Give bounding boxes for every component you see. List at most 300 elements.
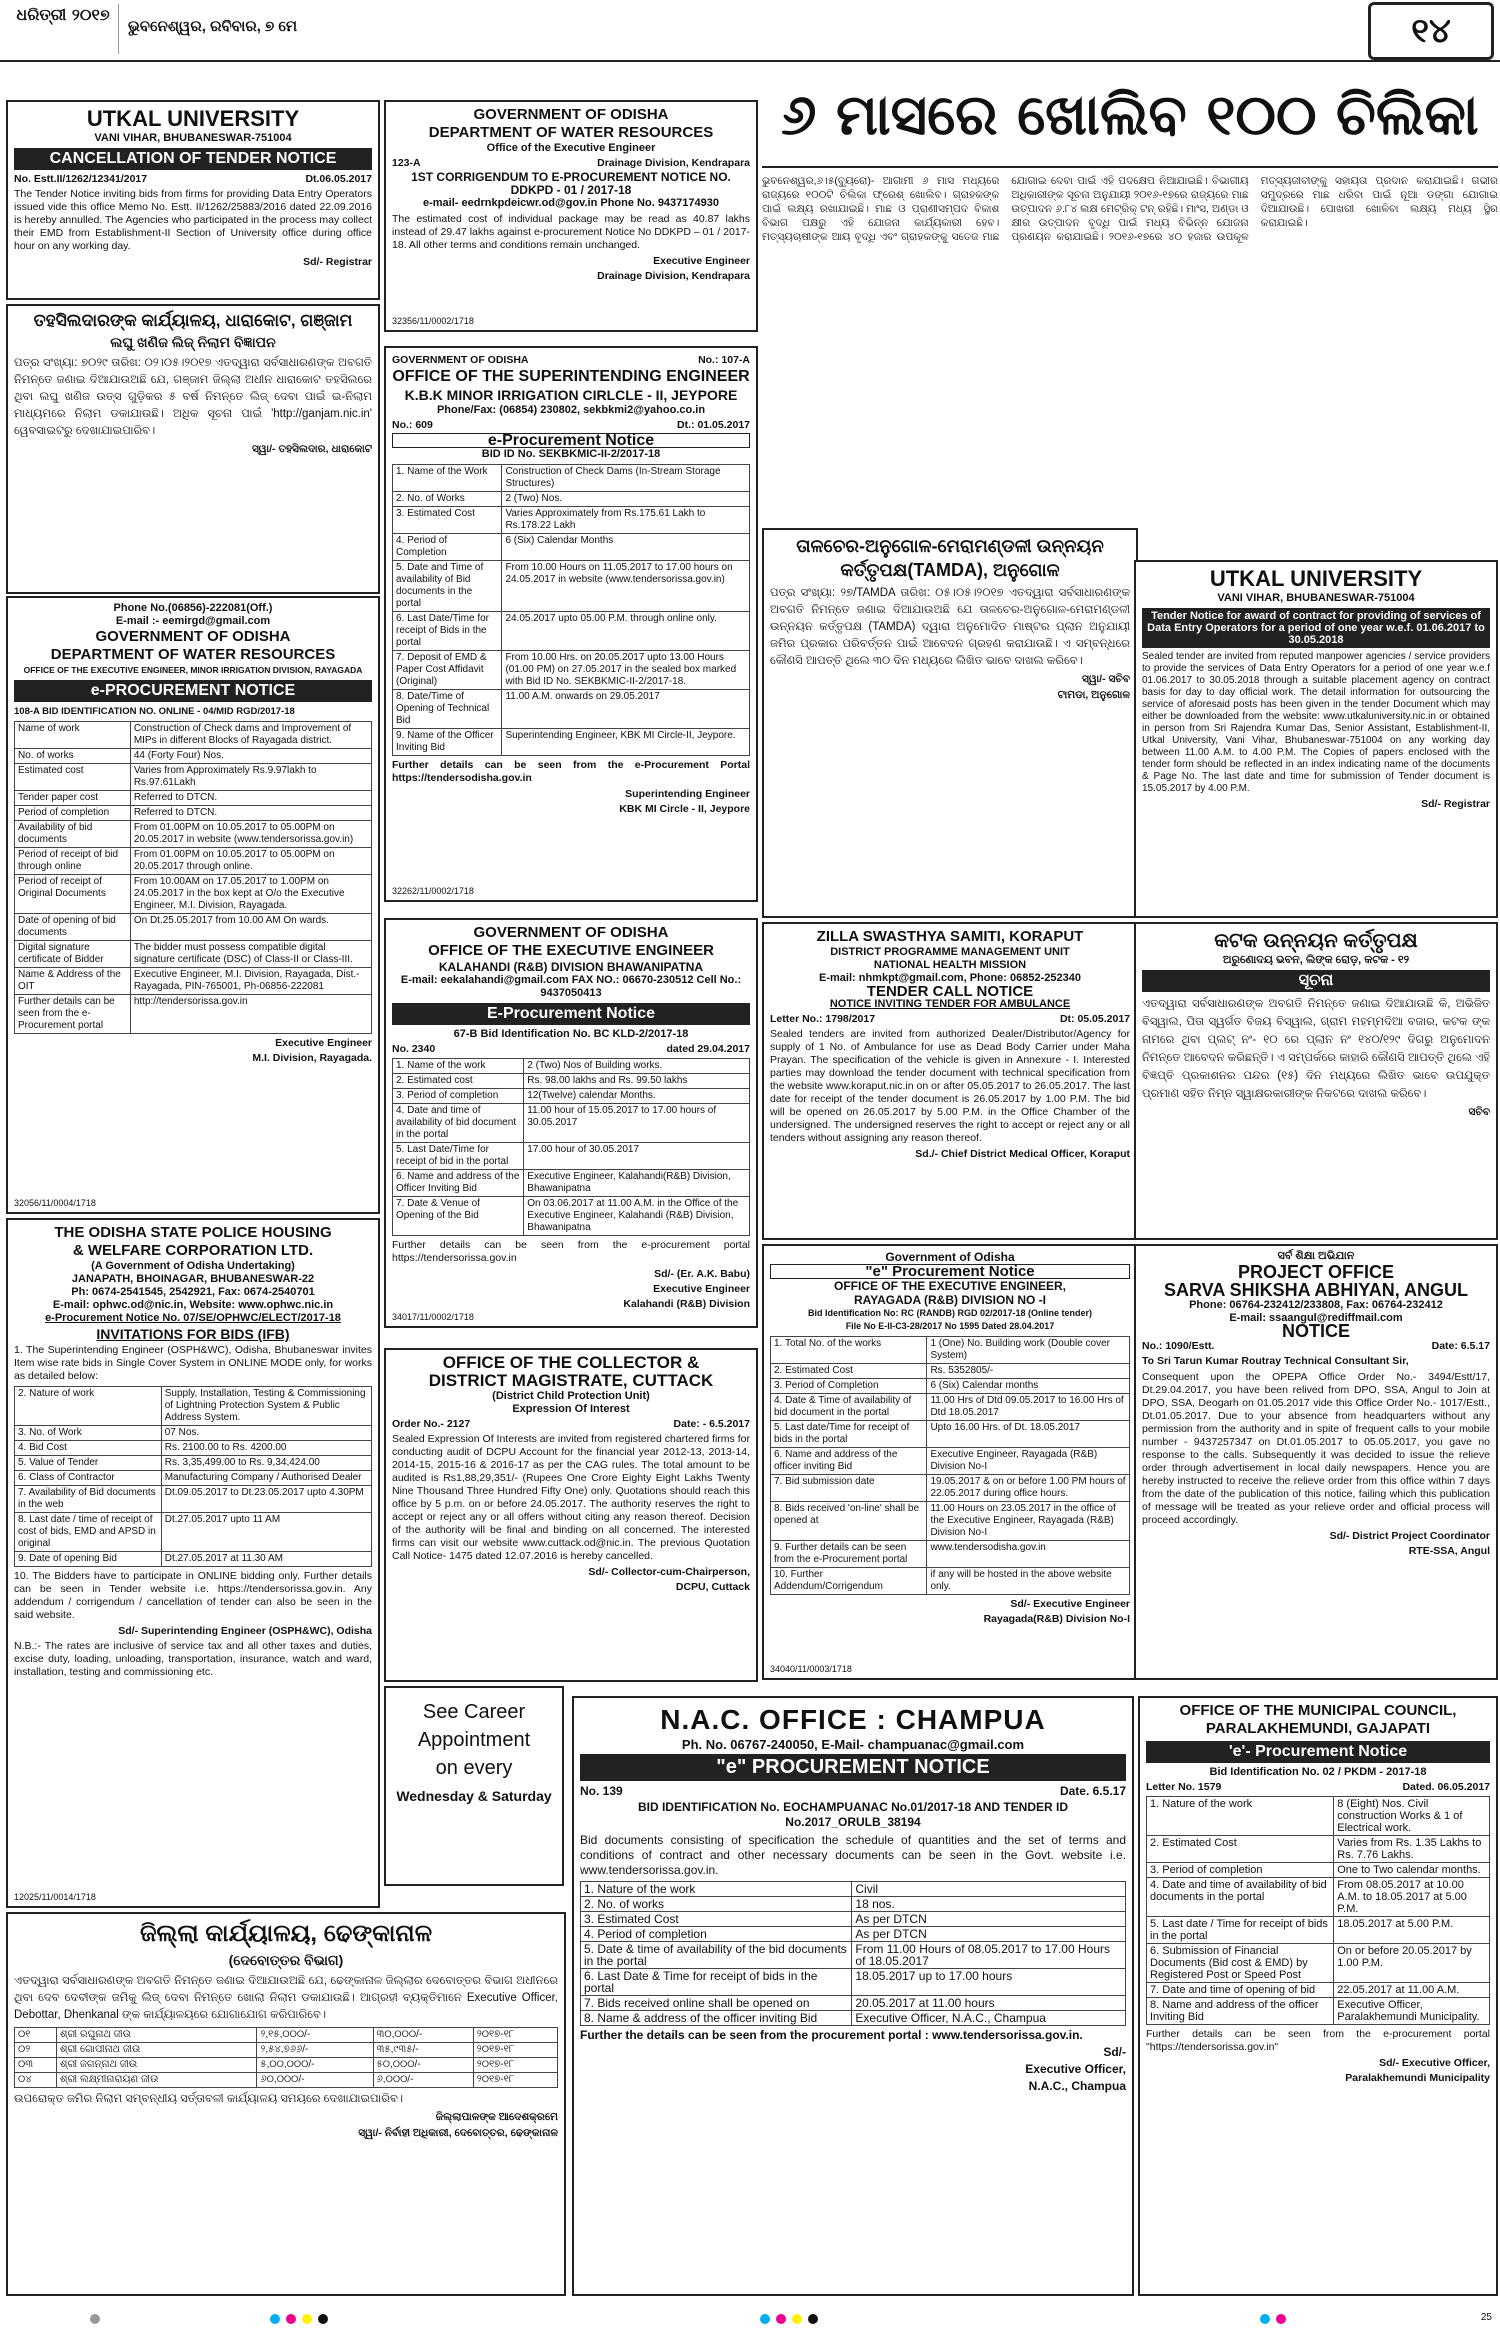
ad-title: GOVERNMENT OF ODISHA: [95, 628, 291, 645]
ad-body: ଏତଦ୍ୱାରା ସର୍ବସାଧାରଣଙ୍କ ଅବଗତି ନିମନ୍ତେ ଜଣାଇ ଦିଆଯାଉଛି କି, ଅଭିଜିତ ବିସ୍ୱାଲ, ପିତା ସ୍ୱର୍ଗତ ବିଜୟ ବିସ୍ୱାଲ, ଗ୍ରାମ ମହମ୍ମଦିଆ ବଜାର, କଟକ ଙ୍କ ନାମରେ ଥିବା ପ୍ଲଟ୍ ନଂ- ୧୦ ରେ ପ୍ଲାନ ନଂ ୧୪୦/୧୨୯ ଦିଗରୁ ଅନୁମୋଦନ ନିମନ୍ତେ ଆବେଦନ କରିଛନ୍ତି। ଏ ସମ୍ପର୍କରେ କାହାରି କୌଣସି ଆପତ୍ତି ଥିଲେ ଏହି ବିଜ୍ଞପ୍ତି ପ୍ରକାଶନର ପନ୍ଦର (୧୫) ଦିନ ମଧ୍ୟରେ ଲିଖିତ ଭାବେ ଉପଯୁକ୍ତ ପ୍ରମାଣ ସହିତ ନିମ୍ନ ସ୍ୱାକ୍ଷରକାରୀଙ୍କ ନିକଟରେ ଦାଖଲ କରିବେ।: [1142, 998, 1490, 1100]
ad-banner: 'e'- Procurement Notice: [1146, 1741, 1490, 1763]
table-cell: 7. Date & Venue of Opening of the Bid: [393, 1197, 524, 1236]
table-row: [15, 2043, 558, 2058]
table-cell: As per DTCN: [852, 1927, 1126, 1942]
ad-signature: ଜିଲ୍ଲାପାଳଙ୍କ ଆଦେଶକ୍ରମେ: [435, 2111, 558, 2123]
ad-signature: Sd/- Registrar: [1421, 798, 1490, 810]
ad-title-2: SARVA SHIKSHA ABHIYAN, ANGUL: [1163, 1280, 1469, 1300]
ad-ref: e-Procurement Notice No. 07/SE/OPHWC/ELECT/2017-18: [45, 1312, 341, 1324]
ad-ref-row: No.: 609 Dt.: 01.05.2017: [392, 419, 750, 431]
table-row: [15, 1471, 372, 1486]
table-row: [15, 941, 372, 968]
table-cell: ୦୩: [15, 2058, 57, 2073]
table-cell: ୨୦୧୭-୧୮: [473, 2058, 557, 2073]
table-cell: ୩୫,୯୩୫/-: [373, 2043, 473, 2058]
table-row: [771, 1364, 1130, 1379]
ad-ref-row: No. 139 Date. 6.5.17: [580, 1784, 1126, 1798]
table-cell: Availability of bid documents: [15, 821, 131, 848]
ad-police-housing: [6, 1218, 380, 1908]
table-cell: Superintending Engineer, KBK MI Circle-II, Jeypore.: [502, 729, 750, 756]
ad-title: OFFICE OF THE COLLECTOR &: [442, 1353, 700, 1372]
ad-phone: Phone No.(06856)-222081(Off.): [113, 602, 273, 614]
ad-intro: 1. The Superintending Engineer (OSPH&WC), Odisha, Bhubaneswar invites Item wise rate bids in Single Cover System in ONLINE MODE only, for works as detailed below:: [14, 1344, 372, 1382]
ad-office-2: RAYAGADA (R&B) DIVISION NO -I: [853, 1293, 1047, 1307]
ad-signature-office: Paralakhemundi Municipality: [1345, 2072, 1490, 2084]
table-cell: 07 Nos.: [161, 1426, 371, 1441]
ad-phone: Phone/Fax: (06854) 230802, sekbkmi2@yahoo.co.in: [436, 404, 706, 416]
ad-title: ଜିଲ୍ଲା କାର୍ଯ୍ୟାଳୟ, ଢେଙ୍କାନାଳ: [139, 1920, 433, 1947]
ad-signature: Sd/- District Project Coordinator: [1329, 1530, 1490, 1542]
table-cell: Digital signature certificate of Bidder: [15, 941, 131, 968]
table-cell: 6. Name and address of the Officer Inviting Bid: [393, 1170, 524, 1197]
table-row: [771, 1475, 1130, 1502]
table-cell: 1 (One) No. Building work (Double cover System): [927, 1337, 1130, 1364]
ad-office: OFFICE OF THE EXECUTIVE ENGINEER,: [833, 1279, 1067, 1293]
table-cell: 11.00 Hours on 23.05.2017 in the office of the Executive Engineer, Rayagada (R&B) Division No-I: [927, 1502, 1130, 1541]
table-row: [771, 1568, 1130, 1595]
table-row: [15, 722, 372, 749]
table-cell: http://tendersorissa.gov.in: [130, 995, 371, 1034]
registration-mark: [776, 2314, 786, 2324]
career-line-1: See Career: [422, 1701, 526, 1723]
table-cell: Period of receipt of Original Documents: [15, 875, 131, 914]
table-cell: 4. Bid Cost: [15, 1441, 162, 1456]
table-cell: Rs. 2100.00 to Rs. 4200.00: [161, 1441, 371, 1456]
newspaper-logo: ଧରିତ୍ରୀ ୨୦୧୭: [8, 4, 119, 54]
ad-code: 12025/11/0014/1718: [14, 1892, 96, 1902]
ad-title: GOVERNMENT OF ODISHA: [473, 106, 669, 123]
table-row: [393, 1104, 750, 1143]
ad-title: ZILLA SWASTHYA SAMITI, KORAPUT: [816, 928, 1084, 945]
table-cell: 11.00 hour of 15.05.2017 to 17.00 hours of 30.05.2017: [524, 1104, 750, 1143]
ad-paragraph: 10. The Bidders have to participate in ONLINE bidding only. Further details can be seen in Tender website i.e. https://tendersorissa.gov.in. Any addendum / corrigendum / cancellation of tender can also be seen in the said website.: [14, 1570, 372, 1621]
ad-title-2: & WELFARE CORPORATION LTD.: [72, 1242, 314, 1259]
news-headline: ୬ ମାସରେ ଖୋଲିବ ୧୦୦ ଚିଲିକା: [762, 66, 1498, 168]
table-cell: Dt.27.05.2017 upto 11 AM: [161, 1513, 371, 1552]
table-cell: 6. Name and address of the officer inviting Bid: [771, 1448, 927, 1475]
table-row: [393, 612, 750, 651]
table-row: [1147, 1863, 1490, 1878]
table-cell: 8. Last date / time of receipt of cost of bids, EMD and APSD in original: [15, 1513, 162, 1552]
ad-nac-champua: [572, 1696, 1134, 2296]
table-row: [15, 749, 372, 764]
table-row: [15, 968, 372, 995]
table-row: [393, 1170, 750, 1197]
table-cell: 19.05.2017 & on or before 1.00 PM hours of 22.05.2017 during office hours.: [927, 1475, 1130, 1502]
table-row: [771, 1421, 1130, 1448]
table-cell: 4. Date and time of availability of bid document in the portal: [393, 1104, 524, 1143]
table-cell: From 10.00 Hours on 11.05.2017 to 17.00 hours on 24.05.2017 in website (www.tendersorissa.gov.in): [502, 561, 750, 612]
ad-header-row: GOVERNMENT OF ODISHA No.: 107-A: [392, 354, 750, 366]
ad-signature-office: KBK MI Circle - II, Jeypore: [619, 803, 750, 815]
ad-signature-office: ଟାମଡା, ଅନୁଗୋଳ: [1057, 689, 1130, 701]
table-cell: 12(Twelve) calendar Months.: [524, 1089, 750, 1104]
table-row: [581, 1897, 1126, 1912]
ad-banner: NOTICE: [1281, 1321, 1350, 1341]
ad-body: Sealed Expression Of Interests are invited from registered chartered firms for conducting audit of DCPU Account for the financial year 2012-13, 2013-14, 2014-15, 2015-16 & 2016-17 as per the CAG rules. The total amount to be audited is Rs1,88,29,351/- (Rupees One Crore Eighty Eight Lakhs Twenty Nine Thousand Three Hundred Fifty One) only. Quotations should reach this office by 5 p.m. on or before 24.05.2017. The authority reserves the right to accept or reject any or all offers without citing any reason thereof. Decision of the authority will be final and binding on all concerned. The interested firms can visit our website www.cuttack.od@nic.in. The previous Quotation Call Notice- 1475 dated 12.07.2016 is hereby cancelled.: [392, 1433, 750, 1562]
table-row: [15, 821, 372, 848]
ad-details-table: [770, 1336, 1130, 1595]
ad-water-kendrapara: [384, 100, 758, 332]
ad-further-details: Further details can be seen from the e-Procurement Portal https://tendersodisha.gov.in: [392, 759, 750, 784]
ad-banner: E-Procurement Notice: [392, 1003, 750, 1025]
ad-code: 34040/11/0003/1718: [770, 1664, 852, 1674]
ad-rayagada-rb: [762, 1244, 1138, 1680]
ad-title: OFFICE OF THE SUPERINTENDING ENGINEER: [392, 368, 750, 385]
ad-bid-id: Bid Identification No. 02 / PKDM - 2017-18: [1209, 1766, 1427, 1778]
table-cell: Varies Approximately from Rs.175.61 Lakh to Rs.178.22 Lakh: [502, 507, 750, 534]
ad-title: UTKAL UNIVERSITY: [1209, 566, 1423, 591]
table-cell: 11.00 A.M. onwards on 29.05.2017: [502, 690, 750, 729]
ad-intro: Bid documents consisting of specification the schedule of quantities and the set of terms and conditions of contract and other necessary documents can be seen in the Govt. website i.e. www.tendersorissa.gov.in.: [580, 1833, 1126, 1877]
ad-title: OFFICE OF THE MUNICIPAL COUNCIL,: [1179, 1702, 1457, 1719]
table-cell: On 03.06.2017 at 11.00 A.M. in the Office of the Executive Engineer, Kalahandi (R&B) Division, Bhawanipatna: [524, 1197, 750, 1236]
table-row: [15, 1456, 372, 1471]
table-cell: 8. Bids received 'on-line' shall be opened at: [771, 1502, 927, 1541]
table-cell: 1. Name of the Work: [393, 465, 502, 492]
ad-subtitle: ଲଘୁ ଖଣିଜ ଲିଜ୍ ନିଲାମ ବିଜ୍ଞାପନ: [110, 334, 276, 350]
career-line-3: on every: [435, 1757, 513, 1779]
table-row: [15, 1441, 372, 1456]
table-cell: 2. Estimated Cost: [771, 1364, 927, 1379]
table-cell: Referred to DTCN.: [130, 791, 371, 806]
ad-subtitle: DISTRICT PROGRAMME MANAGEMENT UNIT: [830, 946, 1070, 958]
table-cell: 6 (Six) Calendar Months: [502, 534, 750, 561]
ad-address: VANI VIHAR, BHUBANESWAR-751004: [1217, 592, 1415, 604]
ad-further-details: Further details can be seen from the e-procurement portal https://tendersorissa.gov.in: [392, 1239, 750, 1264]
table-cell: 44 (Forty Four) Nos.: [130, 749, 371, 764]
ad-signature-office: Kalahandi (R&B) Division: [623, 1298, 750, 1310]
table-cell: ୬୦,୦୦୦/-: [257, 2073, 373, 2088]
ad-banner: ସୂଚନା: [1142, 970, 1490, 992]
table-cell: ୦୨: [15, 2043, 57, 2058]
ad-signature: Executive Engineer: [653, 255, 750, 267]
table-cell: 8. Date/Time of Opening of Technical Bid: [393, 690, 502, 729]
ad-signature: Sd/- Executive Engineer: [1010, 1598, 1130, 1610]
table-cell: As per DTCN: [852, 1912, 1126, 1927]
table-cell: 1. Nature of the work: [581, 1882, 852, 1897]
table-cell: 5. Last date/Time for receipt of bids in the portal: [771, 1421, 927, 1448]
registration-mark: [286, 2314, 296, 2324]
table-cell: www.tendersodisha.gov.in: [927, 1541, 1130, 1568]
table-cell: No. of works: [15, 749, 131, 764]
ad-title-2: OFFICE OF THE EXECUTIVE ENGINEER: [428, 942, 714, 959]
ad-signature: ସ୍ୱା/- ତହସିଲଦାର, ଧାରାକୋଟ: [251, 443, 372, 455]
table-row: [771, 1394, 1130, 1421]
ad-title-2: DISTRICT MAGISTRATE, CUTTACK: [428, 1371, 714, 1390]
ad-banner: e-Procurement Notice: [392, 433, 750, 448]
table-cell: ୨୦୧୭-୧୮: [473, 2073, 557, 2088]
table-cell: 2. Nature of work: [15, 1387, 162, 1426]
ad-title: କଟକ ଉନ୍ନୟନ କର୍ତ୍ତୃପକ୍ଷ: [1214, 930, 1418, 952]
table-cell: The bidder must possess compatible digital signature certificate (DSC) of Class-II or Class-III.: [130, 941, 371, 968]
ad-signature-office: RTE-SSA, Angul: [1408, 1545, 1490, 1557]
ad-signature-office: Drainage Division, Kendrapara: [597, 270, 750, 282]
ad-contact: E-mail: eekalahandi@gmail.com FAX NO.: 06670-230512 Cell No.: 9437050413: [400, 974, 742, 999]
page-number: ୧୪: [1368, 2, 1494, 60]
ad-ref-row: No.: 1090/Estt. Date: 6.5.17: [1142, 1340, 1490, 1352]
ad-ref-row: Letter No.: 1798/2017 Dt: 05.05.2017: [770, 1013, 1130, 1025]
table-cell: Dt.27.05.2017 at 11.30 AM: [161, 1552, 371, 1567]
table-cell: 2 (Two) Nos.: [502, 492, 750, 507]
ad-title-2: PARALAKHEMUNDI, GAJAPATI: [1205, 1720, 1431, 1737]
ad-body: ପତ୍ର ସଂଖ୍ୟା: ୨୭/TAMDA ତାରିଖ: ୦୫।୦୫।୨୦୧୭ ଏତଦ୍ୱାରା ସର୍ବସାଧାରଣଙ୍କ ଅବଗତି ନିମନ୍ତେ ଜଣାଇ ଦିଆଯାଉଅଛି ଯେ ତାଳଚେର-ଅନୁଗୋଳ-ମେରାମଣ୍ଡଳୀ ଉନ୍ନୟନ କର୍ତ୍ତୃପକ୍ଷ (TAMDA) ଦ୍ୱାରା ଅନୁମୋଦିତ ମାଷ୍ଟର ପ୍ଲାନ ଅନୁଯାୟୀ ଜମିର ପ୍ରକାର ପରିବର୍ତ୍ତନ ପାଇଁ ଆବେଦନ ଗ୍ରହଣ କରାଯାଉଛି। ଏ ସମ୍ବନ୍ଧରେ କୌଣସି ଆପତ୍ତି ଥିଲେ ୩୦ ଦିନ ମଧ୍ୟରେ ଲିଖିତ ଭାବେ ଦାଖଲ କରିବେ।: [770, 587, 1130, 667]
table-cell: ୨୦୧୭-୧୮: [473, 2043, 557, 2058]
table-cell: ୫,୦୦,୦୦୦/-: [257, 2058, 373, 2073]
table-row: [393, 492, 750, 507]
table-cell: ୫୦,୦୦୦/-: [373, 2058, 473, 2073]
table-cell: On or before 20.05.2017 by 1.00 P.M.: [1334, 1944, 1490, 1983]
ad-further-details: Further details can be seen from the e-procurement portal "https://tendersorissa.gov.in": [1146, 2028, 1490, 2053]
table-row: [393, 690, 750, 729]
ad-kbk-irrigation: [384, 346, 758, 902]
ad-email: E-mail: ssaangul@rediffmail.com: [1229, 1312, 1403, 1324]
ad-details-table: [14, 1386, 372, 1567]
table-cell: Tender paper cost: [15, 791, 131, 806]
ad-email: E-mail :- eemirgd@gmail.com: [115, 615, 271, 627]
registration-mark: [808, 2314, 818, 2324]
table-cell: 3. Period of completion: [1147, 1863, 1334, 1878]
table-cell: From 01.00PM on 10.05.2017 to 05.00PM on 20.05.2017 in website (www.tendersorissa.gov.in): [130, 821, 371, 848]
ad-office: Office of the Executive Engineer: [486, 142, 656, 154]
ad-banner: Tender Notice for award of contract for providing of services of Data Entry Operators for a period of one year w.e.f. 01.06.2017 to 30.05.2018: [1142, 608, 1490, 648]
ad-further-details: Further the details can be seen from the procurement portal : www.tendersorissa.gov.in.: [580, 2028, 1083, 2042]
ad-signature: Sd/- (Er. A.K. Babu): [654, 1268, 750, 1280]
table-cell: 5. Date & time of availability of the bid documents in the portal: [581, 1942, 852, 1969]
ad-ssa-angul: [1134, 1244, 1498, 1680]
table-row: [771, 1337, 1130, 1364]
table-cell: 10. Further Addendum/Corrigendum: [771, 1568, 927, 1595]
ad-body: The Tender Notice inviting bids from firms for providing Data Entry Operators issued vide this office Memo No. Estt. II/1262/25883/2016 dated 22.09.2016 is hereby annulled. The Agencies who participated in the process may collect their EMD from Establishment-II Section of University office during office hour on any working day.: [14, 188, 372, 252]
table-row: [15, 995, 372, 1034]
ad-subtitle: ଅରୁଣୋଦୟ ଭବନ, ଲିଙ୍କ ରୋଡ଼, କଟକ - ୧୨: [1222, 954, 1410, 966]
table-cell: 18.05.2017 up to 17.00 hours: [852, 1969, 1126, 1996]
table-cell: 1. Name of the work: [393, 1059, 524, 1074]
table-row: [581, 1882, 1126, 1897]
table-cell: Construction of Check dams and Improvement of MIPs in different Blocks of Rayagada district.: [130, 722, 371, 749]
ad-signature: Sd/- Registrar: [303, 256, 372, 268]
table-row: [15, 1387, 372, 1426]
table-cell: 9. Date of opening Bid: [15, 1552, 162, 1567]
table-cell: On Dt.25.05.2017 from 10.00 AM On wards.: [130, 914, 371, 941]
ad-title: GOVERNMENT OF ODISHA: [473, 924, 669, 941]
table-cell: 3. Period of completion: [393, 1089, 524, 1104]
table-cell: 1. Total No. of the works: [771, 1337, 927, 1364]
table-cell: 6 (Six) Calendar months: [927, 1379, 1130, 1394]
registration-mark: [1276, 2314, 1286, 2324]
table-row: [393, 465, 750, 492]
table-cell: 8. Name and address of the officer Inviting Bid: [1147, 1998, 1334, 2025]
table-cell: Rs. 5352805/-: [927, 1364, 1130, 1379]
ad-contact: Ph. No. 06767-240050, E-Mail- champuanac@gmail.com: [681, 1737, 1025, 1752]
table-row: [393, 1197, 750, 1236]
table-cell: Period of completion: [15, 806, 131, 821]
ad-title-2: K.B.K MINOR IRRIGATION CIRLCLE - II, JEYPORE: [404, 387, 738, 403]
table-row: [15, 2058, 558, 2073]
ad-zilla-swasthya: [762, 922, 1138, 1240]
table-cell: Executive Engineer, Kalahandi(R&B) Division, Bhawanipatna: [524, 1170, 750, 1197]
ad-tahasil-dharakote: [6, 304, 380, 594]
table-cell: Name & Address of the OIT: [15, 968, 131, 995]
ad-bid-id: 108-A BID IDENTIFICATION NO. ONLINE - 04/MID RGD/2017-18: [14, 706, 295, 717]
table-cell: 4. Date and time of availability of bid documents in the portal: [1147, 1878, 1334, 1917]
ad-bid-id: BID ID No. SEKBKMIC-II-2/2017-18: [481, 448, 661, 460]
table-row: [15, 806, 372, 821]
table-row: [15, 1552, 372, 1567]
table-cell: Estimated cost: [15, 764, 131, 791]
ad-office: OFFICE OF THE EXECUTIVE ENGINEER, MINOR IRRIGATION DIVISION, RAYAGADA: [23, 665, 363, 675]
ad-signature-office: ସ୍ୱା/- ନିର୍ବାହୀ ଅଧିକାରୀ, ଦେବୋତ୍ତର, ଢେଙ୍କାନାଳ: [358, 2127, 558, 2139]
table-row: [393, 729, 750, 756]
ad-body: ପତ୍ର ସଂଖ୍ୟା: ୭୦୨୯ ତାରିଖ: ୦୨।୦୫।୨୦୧୭ ଏତଦ୍ୱାରା ସର୍ବସାଧାରଣଙ୍କ ଅବଗତି ନିମନ୍ତେ ଜଣାଇ ଦିଆଯାଉଅଛି ଯେ, ଗଞ୍ଜାମ ଜିଲ୍ଲା ଅଧୀନ ଧାରାକୋଟ ତହସିଲରେ ଥିବା ଲଘୁ ଖଣିଜ ଉତ୍ସ ଗୁଡ଼ିକର ୫ ବର୍ଷ ନିମନ୍ତେ ଲିଜ୍ ଦେବା ପାଇଁ ଇ-ନିଲାମ ମାଧ୍ୟମରେ ନିଲାମ ଡକାଯାଉଛି। ଅଧିକ ସୂଚନା ପାଇଁ 'http://ganjam.nic.in' ୱେବସାଇଟରୁ ଦେଖାଯାଇପାରିବ।: [14, 357, 372, 437]
table-cell: 4. Period of completion: [581, 1927, 852, 1942]
table-cell: 5. Date and Time of availability of Bid documents in the portal: [393, 561, 502, 612]
ad-signature: Sd/- Executive Officer,: [1379, 2057, 1490, 2069]
table-cell: ୩୦,୦୦୦/-: [373, 2028, 473, 2043]
table-cell: 7. Availability of Bid documents in the web: [15, 1486, 162, 1513]
table-cell: Further details can be seen from the e-Procurement portal: [15, 995, 131, 1034]
ad-office: KALAHANDI (R&B) DIVISION BHAWANIPATNA: [438, 960, 704, 974]
table-row: [15, 2028, 558, 2043]
ad-details-table: [580, 1881, 1126, 2026]
ad-signature: Sd/-: [1103, 2045, 1126, 2059]
registration-mark: [792, 2314, 802, 2324]
ad-addressee: To Sri Tarun Kumar Routray Technical Consultant Sir,: [1142, 1355, 1409, 1367]
table-cell: 2 (Two) Nos of Building works.: [524, 1059, 750, 1074]
table-cell: One to Two calendar months.: [1334, 1863, 1490, 1878]
table-row: [15, 1513, 372, 1552]
ad-details-table: [1146, 1796, 1490, 2025]
ad-banner: INVITATIONS FOR BIDS (IFB): [96, 1326, 290, 1342]
ad-phone: Phone: 06764-232412/233808, Fax: 06764-232412: [1189, 1299, 1443, 1311]
table-row: [15, 848, 372, 875]
ad-details-table: [392, 464, 750, 756]
ad-ref-row: No. 2340 dated 29.04.2017: [392, 1043, 750, 1055]
registration-mark: [90, 2314, 100, 2324]
ad-subtitle-2: NATIONAL HEALTH MISSION: [873, 959, 1027, 971]
table-cell: Referred to DTCN.: [130, 806, 371, 821]
ad-signature: Sd./- Chief District Medical Officer, Koraput: [915, 1148, 1130, 1160]
ad-signature-office: Rayagada(R&B) Division No-I: [983, 1613, 1130, 1625]
table-cell: From 08.05.2017 at 10.00 A.M. to 18.05.2017 at 5.00 P.M.: [1334, 1878, 1490, 1917]
news-article: ଭୁବନେଶ୍ୱର,୬।୫(ବ୍ୟୁରୋ)- ଆଗାମୀ ୬ ମାସ ମଧ୍ୟରେ ରାଜ୍ୟରେ ୧୦୦ଟି ଚିଲିକା ଫ୍ରେଶ୍ ଖୋଲିବ। ଗ୍ରାହକଙ୍କ ପାଇଁ ଲକ୍ଷ୍ୟ ରଖାଯାଇଛି। ମାଛ ଓ ପ୍ରାଣୀସମ୍ପଦ ବିକାଶ ବିଭାଗ ପକ୍ଷରୁ ଏହି ଯୋଜନା କାର୍ଯ୍ୟକାରୀ ହେବ। ମତ୍ସ୍ୟଚାଷୀଙ୍କ ଆୟ ବୃଦ୍ଧି ଏବଂ ଗ୍ରାହକଙ୍କୁ ସତେଜ ମାଛ ଯୋଗାଇ ଦେବା ପାଇଁ ଏହି ପଦକ୍ଷେପ ନିଆଯାଇଛି। ବିଭାଗୀୟ ଅଧିକାରୀଙ୍କ ସୂଚନା ଅନୁଯାୟୀ ୨୦୧୬-୧୭ରେ ରାଜ୍ୟରେ ମାଛ ଉତ୍ପାଦନ ୬.୮୪ ଲକ୍ଷ ମେଟ୍ରିକ୍ ଟନ୍ ରହିଛି। ମାଂସ, ଅଣ୍ଡା ଓ କ୍ଷୀର ଉତ୍ପାଦନ ବୃଦ୍ଧି ପାଇଁ ମଧ୍ୟ ବିଭିନ୍ନ ଯୋଜନା ପ୍ରଣୟନ କରାଯାଇଛି। ୨୦୧୬-୧୭ରେ ୪୦ ହଜାର ଉପକୂଳ ମତ୍ସ୍ୟଜୀବୀଙ୍କୁ ସହାୟତା ପ୍ରଦାନ କରାଯାଇଛି। ଗଭୀର ସମୁଦ୍ରରେ ମାଛ ଧରିବା ପାଇଁ ନୂଆ ଡଙ୍ଗା ଯୋଗାଇ ଦିଆଯାଉଛି। ପୋଖରୀ ଖୋଳିବା ଲକ୍ଷ୍ୟ ମଧ୍ୟ ସ୍ଥିର କରାଯାଇଛି।: [762, 175, 1498, 243]
ad-body: Sealed tenders are invited from authorized Dealer/Distributor/Agency for supply of 1 No. of Ambulance for use as Dead Body Carrier under Maha Prayan. The specification of the vehicle is given in Annexure - I. Interested parties may download the tender document with technical specification from the website www.koraput.nic.in on or after 05.05.2017 to 26.05.2017. The last date for receipt of the tender document is 26.05.2017 by 1.00 P.M. The bid will be opened on 26.05.2017 by 5.00 P.M. in the Office Chamber of the undersigned. The undersigned reserves the right to accept or reject any or all tenders without assigning any reason thereof.: [770, 1028, 1130, 1144]
table-row: [771, 1379, 1130, 1394]
ad-ref-row: No. Estt.II/1262/12341/2017 Dt.06.05.2017: [14, 173, 372, 185]
ad-title: Government of Odisha: [885, 1250, 1015, 1264]
ad-banner: "e" Procurement Notice: [770, 1264, 1130, 1279]
ad-signature: Executive Engineer: [275, 1037, 372, 1049]
career-line-2: Appointment: [417, 1729, 531, 1751]
ad-title: THE ODISHA STATE POLICE HOUSING: [54, 1224, 332, 1241]
table-cell: 22.05.2017 at 11.00 A.M.: [1334, 1983, 1490, 1998]
table-row: [771, 1448, 1130, 1475]
table-row: [15, 2073, 558, 2088]
table-cell: Executive Engineer, Rayagada (R&B) Division No-I: [927, 1448, 1130, 1475]
ad-body: Sealed tender are invited from reputed manpower agencies / service providers to provide the services of Data Entry Operators for a period of one year w.e.f 01.06.2017 to 30.05.2018 through a suitable placement agency on contract basis for day to day official work. The detail information for outsourcing the service of aforesaid posts has been given in the tender Document which may either be downloaded from the website: www.utkaluniversity.nic.in or obtained in person from Sri Rajendra Kumar Das, Senior Assistant, Establishment-II, Utkal University, Vani Vihar, Bhubaneswar-751004 on any working day between 11.00 A.M. to 4.00 P.M. The Copies of papers enclosed with the tender form should be reflected in an index indicating name of the documents & Page No. The last date and time for submission of Tender document is 15.05.2017 by 4.00 P.M.: [1142, 651, 1490, 794]
table-cell: 5. Last date / Time for receipt of bids in the portal: [1147, 1917, 1334, 1944]
ad-note: N.B.:- The rates are inclusive of service tax and all other taxes and duties, excise duty, loading, unloading, transportation, insurance, watch and ward, installation, testing and commissioning etc.: [14, 1640, 372, 1678]
table-row: [581, 1996, 1126, 2011]
table-cell: 18.05.2017 at 5.00 P.M.: [1334, 1917, 1490, 1944]
ad-signature: ସ୍ୱା/- ସଚିବ: [1082, 673, 1130, 685]
table-cell: ୦୧: [15, 2028, 57, 2043]
ad-cuttack-development: [1134, 922, 1498, 1240]
table-cell: ଶ୍ରୀ ଲକ୍ଷ୍ମୀନାରାୟଣ ଜୀଉ: [57, 2073, 257, 2088]
ad-kalahandi: [384, 918, 758, 1328]
ad-signature: Sd/- Collector-cum-Chairperson,: [588, 1566, 750, 1578]
ad-signature: Sd/- Superintending Engineer (OSPH&WC), Odisha: [118, 1625, 372, 1637]
table-cell: Upto 16.00 Hrs. of Dt. 18.05.2017: [927, 1421, 1130, 1448]
ad-address: VANI VIHAR, BHUBANESWAR-751004: [94, 132, 292, 144]
registration-mark: [318, 2314, 328, 2324]
table-cell: Supply, Installation, Testing & Commissioning of Lightning Protection System & Public Address System.: [161, 1387, 371, 1426]
table-row: [581, 1912, 1126, 1927]
table-row: [393, 1074, 750, 1089]
ad-dhenkanal: [6, 1912, 566, 2296]
ad-water-rayagada: [6, 596, 380, 1214]
ad-file-no: File No E-II-C3-28/2017 No 1595 Dated 28.04.2017: [845, 1321, 1055, 1331]
ad-body: Consequent upon the OPEPA Office Order No.- 3494/Estt/17, Dt.29.04.2017, you have been relived from DPO, SSA, Angul to Join at DPO, SSA, Deogarh on 01.05.2017 vide this Office Order No.- 1017/Estt., Dt.01.05.2017. Due to your absence from headquarters without any permission from the authority and in spite of frequent calls to your mobile number - 9437257347 on Dt.01.05.2017 to 05.05.2017, you gave no response to the calls. Subsequently it was decided to issue the relieve order through advertisement in local daily newspapers. Hence you are hereby instructed to receive the relieve order from this office within 7 days from the date of the publication of this notice, failing which this publication of message will be treated as your relieve order and official process will proceed accordingly.: [1142, 1371, 1490, 1526]
table-cell: Rs. 98.00 lakhs and Rs. 99.50 lakhs: [524, 1074, 750, 1089]
table-row: [581, 1942, 1126, 1969]
table-cell: ୨,୧୫,୦୦୦/-: [257, 2028, 373, 2043]
print-registration-strip: [0, 2310, 1500, 2330]
table-cell: 4. Date & Time of availability of bid document in the portal: [771, 1394, 927, 1421]
table-cell: Civil: [852, 1882, 1126, 1897]
masthead: [0, 0, 1500, 62]
table-cell: 9. Further details can be seen from the e-Procurement portal: [771, 1541, 927, 1568]
table-cell: 3. Estimated Cost: [393, 507, 502, 534]
table-cell: From 11.00 Hours of 08.05.2017 to 17.00 Hours of 18.05.2017: [852, 1942, 1126, 1969]
table-row: [1147, 1878, 1490, 1917]
table-cell: 18 nos.: [852, 1897, 1126, 1912]
ad-code: 32262/11/0002/1718: [392, 886, 474, 896]
table-cell: ୨,୫୪,୭୬୬/-: [257, 2043, 373, 2058]
ad-code: 32056/11/0004/1718: [14, 1198, 96, 1208]
table-row: [771, 1502, 1130, 1541]
table-row: [581, 1969, 1126, 1996]
table-cell: Executive Officer, N.A.C., Champua: [852, 2011, 1126, 2026]
ad-title: N.A.C. OFFICE : CHAMPUA: [660, 1704, 1046, 1735]
table-row: [1147, 1836, 1490, 1863]
table-cell: Rs. 3,35,499.00 to Rs. 9,34,424.00: [161, 1456, 371, 1471]
ad-unit: (District Child Protection Unit): [492, 1390, 650, 1402]
ad-subject: NOTICE INVITING TENDER FOR AMBULANCE: [829, 998, 1071, 1010]
table-row: [15, 914, 372, 941]
table-row: [15, 791, 372, 806]
table-row: [393, 1059, 750, 1074]
ad-corrigendum: 1ST CORRIGENDUM TO E-PROCUREMENT NOTICE NO. DDKPD - 01 / 2017-18: [411, 170, 731, 197]
registration-mark: [270, 2314, 280, 2324]
ad-signature-title: Executive Officer,: [1025, 2062, 1126, 2076]
table-row: [393, 534, 750, 561]
career-promo-box: [384, 1686, 564, 1886]
table-cell: From 10.00 Hrs. on 20.05.2017 upto 13.00 Hours (01.00 PM) on 27.05.2017 in the sealed box marked with Bid ID No. SEKBKMIC-II-2/2017-18.: [502, 651, 750, 690]
ad-details-table: [14, 2027, 558, 2088]
ad-ref-row: Letter No. 1579 Dated. 06.05.2017: [1146, 1781, 1490, 1793]
table-cell: Varies from Rs. 1.35 Lakhs to Rs. 7.76 Lakhs.: [1334, 1836, 1490, 1863]
table-cell: Dt.09.05.2017 to Dt.23.05.2017 upto 4.30PM: [161, 1486, 371, 1513]
table-row: [393, 507, 750, 534]
table-cell: Manufacturing Company / Authorised Dealer: [161, 1471, 371, 1486]
ad-signature: ସଚିବ: [1468, 1106, 1490, 1118]
ad-email: E-mail: ophwc.od@nic.in, Website: www.ophwc.nic.in: [52, 1299, 334, 1311]
ad-signature-office: DCPU, Cuttack: [675, 1581, 750, 1593]
table-cell: 6. Class of Contractor: [15, 1471, 162, 1486]
ad-collector-cuttack: [384, 1348, 758, 1682]
table-cell: 17.00 hour of 30.05.2017: [524, 1143, 750, 1170]
